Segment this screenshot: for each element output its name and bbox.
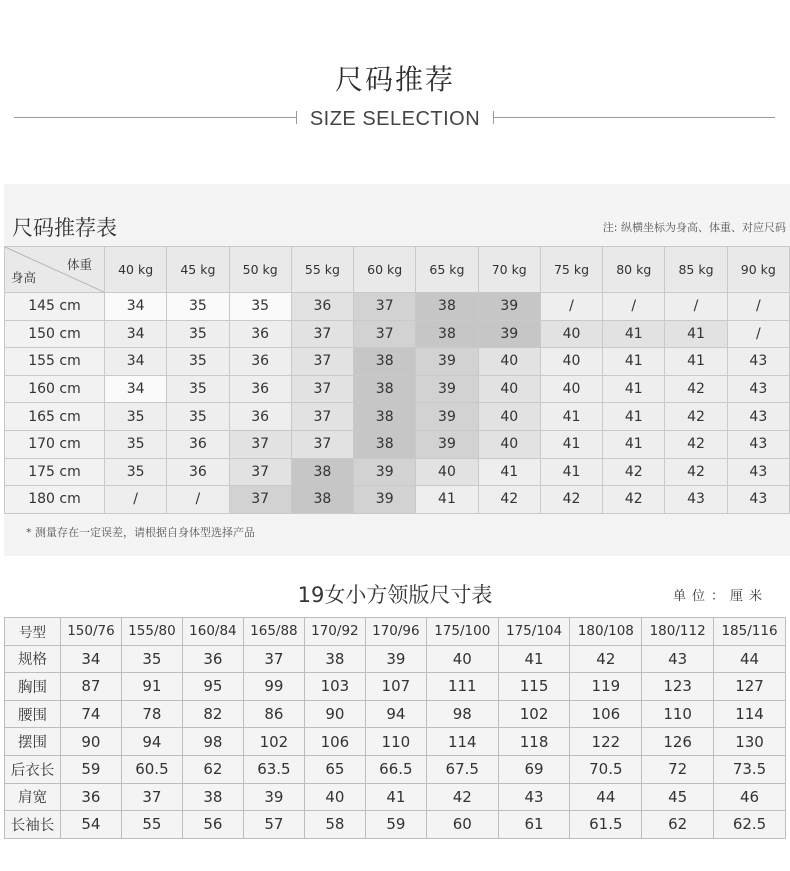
corner-height-label: 身高 <box>11 270 37 285</box>
recommended-size-cell: 38 <box>291 486 353 514</box>
measurement-cell: 123 <box>642 673 714 701</box>
recommended-size-cell: / <box>540 293 602 321</box>
measurement-cell: 95 <box>182 673 243 701</box>
recommended-size-cell: 37 <box>291 403 353 431</box>
recommended-size-cell: 34 <box>105 293 167 321</box>
measurement-cell: 130 <box>714 728 786 756</box>
size-code-cell: 185/116 <box>714 618 786 646</box>
measurement-cell: 40 <box>304 783 365 811</box>
measurement-cell: 73.5 <box>714 755 786 783</box>
measurement-cell: 57 <box>243 811 304 839</box>
size-code-cell: 170/96 <box>365 618 426 646</box>
recommended-size-cell: 35 <box>105 430 167 458</box>
recommendation-footnote: * 测量存在一定误差，请根据自身体型选择产品 <box>26 526 255 539</box>
title-rule-right <box>494 117 775 118</box>
measurement-cell: 42 <box>570 645 642 673</box>
recommended-size-cell: / <box>727 293 789 321</box>
recommended-size-cell: 38 <box>291 458 353 486</box>
recommended-size-cell: 34 <box>105 348 167 376</box>
measurement-cell: 58 <box>304 811 365 839</box>
recommended-size-cell: 41 <box>603 320 665 348</box>
weight-header-cell: 40 kg <box>105 247 167 293</box>
weight-header-cell: 50 kg <box>229 247 291 293</box>
recommended-size-cell: 41 <box>603 430 665 458</box>
measurement-cell: 45 <box>642 783 714 811</box>
measurement-label: 号型 <box>5 618 61 646</box>
size-chart-table <box>4 617 786 839</box>
measurement-cell: 54 <box>60 811 121 839</box>
measurement-cell: 118 <box>498 728 570 756</box>
recommended-size-cell: 37 <box>291 375 353 403</box>
recommendation-row <box>5 293 790 321</box>
recommended-size-cell: / <box>727 320 789 348</box>
height-label: 180 cm <box>5 486 105 514</box>
weight-header-cell: 80 kg <box>603 247 665 293</box>
measurement-cell: 44 <box>714 645 786 673</box>
recommended-size-cell: 37 <box>229 458 291 486</box>
measurement-cell: 86 <box>243 700 304 728</box>
weight-header-cell: 85 kg <box>665 247 727 293</box>
recommended-size-cell: 43 <box>727 430 789 458</box>
recommended-size-cell: 42 <box>478 486 540 514</box>
size-code-cell: 180/112 <box>642 618 714 646</box>
recommended-size-cell: / <box>603 293 665 321</box>
size-chart-unit: 单位：厘米 <box>672 589 768 604</box>
measurement-cell: 65 <box>304 755 365 783</box>
recommended-size-cell: 36 <box>167 430 229 458</box>
measurement-cell: 72 <box>642 755 714 783</box>
height-label: 170 cm <box>5 430 105 458</box>
recommended-size-cell: 40 <box>478 375 540 403</box>
recommended-size-cell: 41 <box>540 430 602 458</box>
height-label: 165 cm <box>5 403 105 431</box>
recommendation-row <box>5 403 790 431</box>
measurement-cell: 62 <box>182 755 243 783</box>
page-header <box>0 0 790 180</box>
recommended-size-cell: 36 <box>229 320 291 348</box>
recommended-size-cell: 37 <box>291 430 353 458</box>
measurement-cell: 103 <box>304 673 365 701</box>
recommended-size-cell: 39 <box>478 320 540 348</box>
measurement-cell: 90 <box>304 700 365 728</box>
measurement-cell: 94 <box>365 700 426 728</box>
recommendation-row <box>5 320 790 348</box>
recommended-size-cell: 36 <box>167 458 229 486</box>
recommended-size-cell: 42 <box>665 403 727 431</box>
measurement-cell: 70.5 <box>570 755 642 783</box>
weight-header-cell: 55 kg <box>291 247 353 293</box>
recommended-size-cell: 42 <box>603 458 665 486</box>
recommended-size-cell: 37 <box>229 486 291 514</box>
measurement-cell: 55 <box>121 811 182 839</box>
recommended-size-cell: 36 <box>229 348 291 376</box>
recommended-size-cell: 43 <box>727 375 789 403</box>
measurement-cell: 62.5 <box>714 811 786 839</box>
recommended-size-cell: 41 <box>540 403 602 431</box>
measurement-cell: 82 <box>182 700 243 728</box>
size-recommendation-panel <box>4 184 790 556</box>
measurement-label: 胸围 <box>5 673 61 701</box>
measurement-cell: 115 <box>498 673 570 701</box>
measurement-cell: 102 <box>243 728 304 756</box>
measurement-row <box>5 673 786 701</box>
recommended-size-cell: 41 <box>603 375 665 403</box>
weight-header-cell: 60 kg <box>354 247 416 293</box>
measurement-cell: 122 <box>570 728 642 756</box>
recommended-size-cell: 38 <box>416 320 478 348</box>
measurement-cell: 106 <box>570 700 642 728</box>
recommended-size-cell: 37 <box>291 320 353 348</box>
recommended-size-cell: 36 <box>291 293 353 321</box>
measurement-cell: 56 <box>182 811 243 839</box>
measurement-cell: 39 <box>243 783 304 811</box>
weight-header-cell: 75 kg <box>540 247 602 293</box>
recommended-size-cell: 43 <box>727 403 789 431</box>
recommended-size-cell: 37 <box>354 293 416 321</box>
measurement-cell: 46 <box>714 783 786 811</box>
recommended-size-cell: 38 <box>354 375 416 403</box>
measurement-label: 肩宽 <box>5 783 61 811</box>
recommended-size-cell: / <box>665 293 727 321</box>
measurement-cell: 59 <box>365 811 426 839</box>
measurement-cell: 44 <box>570 783 642 811</box>
measurement-cell: 110 <box>642 700 714 728</box>
size-code-cell: 175/104 <box>498 618 570 646</box>
measurement-cell: 41 <box>365 783 426 811</box>
recommended-size-cell: 35 <box>167 293 229 321</box>
recommended-size-cell: 41 <box>603 348 665 376</box>
recommended-size-cell: 36 <box>229 375 291 403</box>
recommended-size-cell: 40 <box>478 403 540 431</box>
measurement-cell: 119 <box>570 673 642 701</box>
recommended-size-cell: 38 <box>416 293 478 321</box>
recommended-size-cell: 37 <box>291 348 353 376</box>
size-code-cell: 150/76 <box>60 618 121 646</box>
recommended-size-cell: 40 <box>540 375 602 403</box>
measurement-cell: 114 <box>426 728 498 756</box>
measurement-cell: 111 <box>426 673 498 701</box>
measurement-cell: 38 <box>182 783 243 811</box>
measurement-cell: 98 <box>182 728 243 756</box>
recommended-size-cell: 35 <box>105 403 167 431</box>
measurement-cell: 34 <box>60 645 121 673</box>
recommended-size-cell: 43 <box>727 486 789 514</box>
measurement-cell: 39 <box>365 645 426 673</box>
measurement-cell: 67.5 <box>426 755 498 783</box>
measurement-cell: 62 <box>642 811 714 839</box>
recommended-size-cell: 41 <box>665 348 727 376</box>
measurement-cell: 35 <box>121 645 182 673</box>
recommendation-row <box>5 348 790 376</box>
recommended-size-cell: 41 <box>603 403 665 431</box>
measurement-cell: 114 <box>714 700 786 728</box>
measurement-row <box>5 728 786 756</box>
recommended-size-cell: / <box>105 486 167 514</box>
measurement-cell: 61 <box>498 811 570 839</box>
recommended-size-cell: 43 <box>727 348 789 376</box>
recommended-size-cell: 40 <box>478 430 540 458</box>
height-label: 175 cm <box>5 458 105 486</box>
recommended-size-cell: / <box>167 486 229 514</box>
recommended-size-cell: 34 <box>105 320 167 348</box>
size-code-cell: 160/84 <box>182 618 243 646</box>
measurement-cell: 60.5 <box>121 755 182 783</box>
measurement-cell: 91 <box>121 673 182 701</box>
recommendation-row <box>5 430 790 458</box>
measurement-label: 摆围 <box>5 728 61 756</box>
recommended-size-cell: 40 <box>478 348 540 376</box>
measurement-cell: 36 <box>60 783 121 811</box>
size-code-cell: 155/80 <box>121 618 182 646</box>
measurement-label: 长袖长 <box>5 811 61 839</box>
measurement-cell: 66.5 <box>365 755 426 783</box>
weight-header-cell: 65 kg <box>416 247 478 293</box>
measurement-cell: 107 <box>365 673 426 701</box>
weight-header-cell: 90 kg <box>727 247 789 293</box>
recommended-size-cell: 40 <box>416 458 478 486</box>
recommended-size-cell: 39 <box>416 348 478 376</box>
measurement-cell: 126 <box>642 728 714 756</box>
measurement-row <box>5 811 786 839</box>
recommended-size-cell: 35 <box>105 458 167 486</box>
measurement-row <box>5 645 786 673</box>
measurement-cell: 38 <box>304 645 365 673</box>
measurement-cell: 90 <box>60 728 121 756</box>
recommended-size-cell: 41 <box>540 458 602 486</box>
measurement-cell: 37 <box>243 645 304 673</box>
measurement-label: 腰围 <box>5 700 61 728</box>
measurement-cell: 60 <box>426 811 498 839</box>
recommended-size-cell: 39 <box>478 293 540 321</box>
measurement-cell: 94 <box>121 728 182 756</box>
recommended-size-cell: 38 <box>354 430 416 458</box>
measurement-cell: 69 <box>498 755 570 783</box>
measurement-cell: 98 <box>426 700 498 728</box>
measurement-cell: 43 <box>642 645 714 673</box>
recommended-size-cell: 41 <box>478 458 540 486</box>
recommended-size-cell: 38 <box>354 348 416 376</box>
weight-header-cell: 70 kg <box>478 247 540 293</box>
weight-header-row <box>5 247 790 293</box>
measurement-cell: 106 <box>304 728 365 756</box>
recommended-size-cell: 43 <box>727 458 789 486</box>
measurement-row <box>5 755 786 783</box>
measurement-cell: 127 <box>714 673 786 701</box>
recommended-size-cell: 39 <box>416 375 478 403</box>
recommended-size-cell: 42 <box>665 375 727 403</box>
recommendation-row <box>5 458 790 486</box>
recommendation-note: 注: 纵横坐标为身高、体重、对应尺码 <box>602 221 786 234</box>
recommended-size-cell: 35 <box>167 320 229 348</box>
measurement-cell: 110 <box>365 728 426 756</box>
recommended-size-cell: 34 <box>105 375 167 403</box>
page-subtitle: SIZE SELECTION <box>309 108 481 130</box>
size-code-cell: 175/100 <box>426 618 498 646</box>
height-label: 150 cm <box>5 320 105 348</box>
recommended-size-cell: 42 <box>540 486 602 514</box>
size-recommendation-table <box>4 246 790 514</box>
measurement-row <box>5 783 786 811</box>
recommended-size-cell: 39 <box>354 458 416 486</box>
measurement-cell: 41 <box>498 645 570 673</box>
measurement-cell: 102 <box>498 700 570 728</box>
size-code-cell: 165/88 <box>243 618 304 646</box>
measurement-cell: 59 <box>60 755 121 783</box>
measurement-cell: 74 <box>60 700 121 728</box>
height-label: 145 cm <box>5 293 105 321</box>
recommended-size-cell: 35 <box>229 293 291 321</box>
measurement-cell: 61.5 <box>570 811 642 839</box>
recommended-size-cell: 40 <box>540 320 602 348</box>
recommended-size-cell: 41 <box>665 320 727 348</box>
measurement-cell: 63.5 <box>243 755 304 783</box>
recommended-size-cell: 42 <box>665 430 727 458</box>
measurement-cell: 42 <box>426 783 498 811</box>
recommended-size-cell: 41 <box>416 486 478 514</box>
recommended-size-cell: 37 <box>229 430 291 458</box>
measurement-label: 规格 <box>5 645 61 673</box>
recommended-size-cell: 37 <box>354 320 416 348</box>
size-code-cell: 170/92 <box>304 618 365 646</box>
measurement-cell: 40 <box>426 645 498 673</box>
corner-header <box>5 247 105 293</box>
page-title: 尺码推荐 <box>334 63 455 96</box>
recommendation-title: 尺码推荐表 <box>12 216 117 240</box>
recommended-size-cell: 39 <box>416 403 478 431</box>
recommendation-row <box>5 486 790 514</box>
weight-header-cell: 45 kg <box>167 247 229 293</box>
measurement-cell: 37 <box>121 783 182 811</box>
recommended-size-cell: 39 <box>354 486 416 514</box>
size-code-row <box>5 618 786 646</box>
measurement-cell: 99 <box>243 673 304 701</box>
size-chart-title: 19女小方领版尺寸表 <box>297 583 493 607</box>
recommended-size-cell: 35 <box>167 375 229 403</box>
height-label: 160 cm <box>5 375 105 403</box>
size-code-cell: 180/108 <box>570 618 642 646</box>
measurement-cell: 36 <box>182 645 243 673</box>
recommended-size-cell: 42 <box>665 458 727 486</box>
measurement-cell: 78 <box>121 700 182 728</box>
height-label: 155 cm <box>5 348 105 376</box>
recommended-size-cell: 39 <box>416 430 478 458</box>
measurement-cell: 87 <box>60 673 121 701</box>
recommended-size-cell: 36 <box>229 403 291 431</box>
recommended-size-cell: 35 <box>167 403 229 431</box>
recommended-size-cell: 43 <box>665 486 727 514</box>
recommendation-row <box>5 375 790 403</box>
measurement-row <box>5 700 786 728</box>
corner-weight-label: 体重 <box>66 257 92 272</box>
measurement-cell: 43 <box>498 783 570 811</box>
recommended-size-cell: 42 <box>603 486 665 514</box>
recommended-size-cell: 40 <box>540 348 602 376</box>
recommended-size-cell: 35 <box>167 348 229 376</box>
measurement-label: 后衣长 <box>5 755 61 783</box>
recommended-size-cell: 38 <box>354 403 416 431</box>
